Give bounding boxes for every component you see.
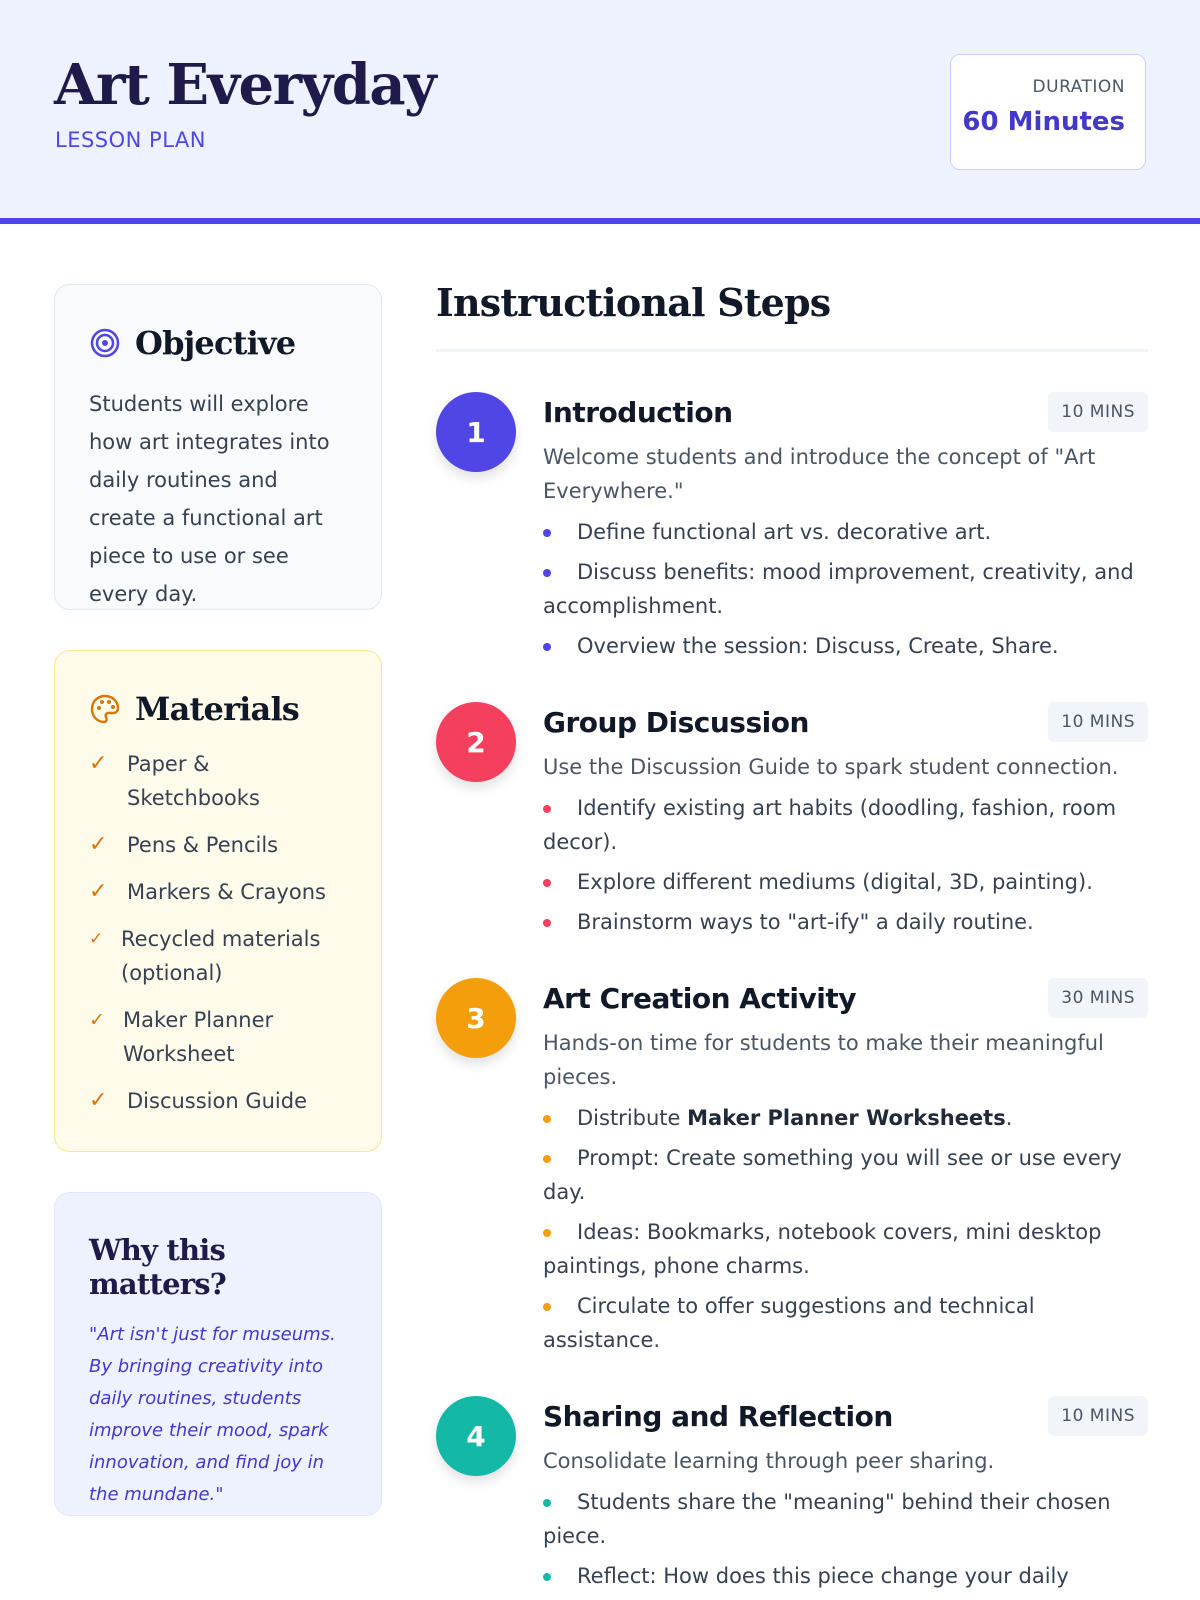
- step-bullets: [543, 1101, 1148, 1357]
- step-description: Welcome students and introduce the concept of "Art Everywhere.": [543, 445, 1096, 503]
- step-bullets: [543, 515, 1148, 663]
- page-header: [0, 0, 1200, 224]
- step-title: Sharing and Reflection: [543, 1399, 893, 1433]
- step-title: Art Creation Activity: [543, 981, 856, 1015]
- check-icon: ✓: [89, 1088, 108, 1113]
- why-card: [54, 1192, 382, 1516]
- step-bullet-text: .: [1005, 1106, 1013, 1130]
- step-bullet-text: Students share the "meaning" behind their chosen piece.: [543, 1490, 1111, 1548]
- step-bullet: [543, 1289, 1148, 1357]
- check-icon: ✓: [89, 879, 108, 904]
- step-header: [543, 978, 1148, 1018]
- bullet-dot-icon: [543, 529, 551, 537]
- materials-item-label: Markers & Crayons: [127, 880, 326, 904]
- objective-header: [89, 323, 347, 363]
- materials-item: [89, 922, 347, 990]
- step-duration-badge: 10 MINS: [1048, 392, 1148, 432]
- step-description: Consolidate learning through peer sharing.: [543, 1449, 995, 1473]
- step-bullet: [543, 1559, 1148, 1593]
- materials-item: [89, 875, 347, 909]
- step-bullet: [543, 555, 1148, 623]
- duration-label: DURATION: [1032, 77, 1125, 97]
- materials-item: [89, 1084, 347, 1118]
- step-bullet: [543, 865, 1148, 899]
- step-bullet: [543, 905, 1148, 939]
- bullet-dot-icon: [543, 879, 551, 887]
- section-title: Instructional Steps: [436, 280, 1148, 352]
- step-bullet: [543, 515, 1148, 549]
- step-description: Use the Discussion Guide to spark student connection.: [543, 755, 1119, 779]
- bullet-dot-icon: [543, 1573, 551, 1581]
- step-bullet-text: Distribute: [577, 1106, 688, 1130]
- step-bullet: [543, 629, 1148, 663]
- step-bullet: [543, 1215, 1148, 1283]
- step-bullet: [543, 1485, 1148, 1553]
- materials-item-label: Maker Planner Worksheet: [123, 1008, 274, 1066]
- bullet-dot-icon: [543, 1499, 551, 1507]
- step-duration-badge: 10 MINS: [1048, 702, 1148, 742]
- materials-item: [89, 747, 347, 815]
- bullet-dot-icon: [543, 1155, 551, 1163]
- step-bullet-text: Explore different mediums (digital, 3D, painting).: [577, 870, 1093, 894]
- step-bullet-text: Identify existing art habits (doodling, fashion, room decor).: [543, 796, 1117, 854]
- step-number: 4: [436, 1396, 516, 1476]
- bullet-dot-icon: [543, 569, 551, 577]
- why-quote: "Art isn't just for museums. By bringing creativity into daily routines, students improve their mood, spark innovation, and find joy in the mundane.": [89, 1324, 336, 1505]
- step-number: 2: [436, 702, 516, 782]
- materials-item-label: Paper & Sketchbooks: [127, 752, 260, 810]
- sidebar: [54, 284, 382, 1516]
- objective-card: [54, 284, 382, 610]
- step-title: Group Discussion: [543, 705, 809, 739]
- duration-value: 60 Minutes: [962, 107, 1125, 137]
- step-3: [436, 978, 1148, 1357]
- step-bullets: [543, 791, 1148, 939]
- page-title: Art Everyday: [54, 52, 436, 118]
- why-title: Why this matters?: [89, 1233, 226, 1301]
- step-bullet-text: Brainstorm ways to "art-ify" a daily routine.: [577, 910, 1034, 934]
- step-1: [436, 392, 1148, 663]
- step-header: [543, 702, 1148, 742]
- step-header: [543, 1396, 1148, 1436]
- step-number: 1: [436, 392, 516, 472]
- step-bullet-text: Circulate to offer suggestions and technical assistance.: [543, 1294, 1035, 1352]
- step-bullet-text: Reflect: How does this piece change your daily: [577, 1564, 1069, 1588]
- objective-text: Students will explore how art integrates into daily routines and create a functional art piece to use or see every day.: [89, 392, 330, 606]
- step-bullet-text: Ideas: Bookmarks, notebook covers, mini desktop paintings, phone charms.: [543, 1220, 1102, 1278]
- materials-header: [89, 689, 347, 729]
- materials-item-label: Discussion Guide: [127, 1089, 308, 1113]
- step-bullet-text: Discuss benefits: mood improvement, creativity, and accomplishment.: [543, 560, 1134, 618]
- duration-card: [950, 54, 1146, 170]
- step-title: Introduction: [543, 395, 733, 429]
- palette-icon: [89, 693, 121, 725]
- check-icon: ✓: [89, 1009, 105, 1031]
- materials-title: Materials: [135, 690, 300, 728]
- check-icon: ✓: [89, 929, 104, 949]
- step-bullet-text: Overview the session: Discuss, Create, Share.: [577, 634, 1059, 658]
- materials-card: [54, 650, 382, 1152]
- step-bullet: [543, 1141, 1148, 1209]
- step-header: [543, 392, 1148, 432]
- step-4: [436, 1396, 1148, 1593]
- step-bullet-text: Prompt: Create something you will see or use every day.: [543, 1146, 1122, 1204]
- objective-title: Objective: [135, 324, 296, 362]
- step-duration-badge: 10 MINS: [1048, 1396, 1148, 1436]
- materials-item-label: Recycled materials (optional): [121, 927, 321, 985]
- step-duration-badge: 30 MINS: [1048, 978, 1148, 1018]
- step-number: 3: [436, 978, 516, 1058]
- materials-item-label: Pens & Pencils: [127, 833, 279, 857]
- bullet-dot-icon: [543, 919, 551, 927]
- step-bullet: [543, 1101, 1148, 1135]
- bullet-dot-icon: [543, 643, 551, 651]
- bullet-dot-icon: [543, 1303, 551, 1311]
- materials-item: [89, 1003, 347, 1071]
- bullet-dot-icon: [543, 1229, 551, 1237]
- step-bullet: [543, 791, 1148, 859]
- materials-item: [89, 828, 347, 862]
- check-icon: ✓: [89, 832, 108, 857]
- step-bullets: [543, 1485, 1148, 1593]
- bullet-dot-icon: [543, 1115, 551, 1123]
- step-2: [436, 702, 1148, 939]
- main-content: [436, 280, 1148, 1599]
- materials-list: [89, 747, 347, 1118]
- check-icon: ✓: [89, 751, 108, 776]
- bullet-dot-icon: [543, 805, 551, 813]
- step-description: Hands-on time for students to make their meaningful pieces.: [543, 1031, 1104, 1089]
- target-icon: [89, 327, 121, 359]
- step-bullet-bold: Maker Planner Worksheets: [687, 1106, 1006, 1130]
- page-subtitle: LESSON PLAN: [55, 128, 206, 152]
- step-bullet-text: Define functional art vs. decorative art.: [577, 520, 992, 544]
